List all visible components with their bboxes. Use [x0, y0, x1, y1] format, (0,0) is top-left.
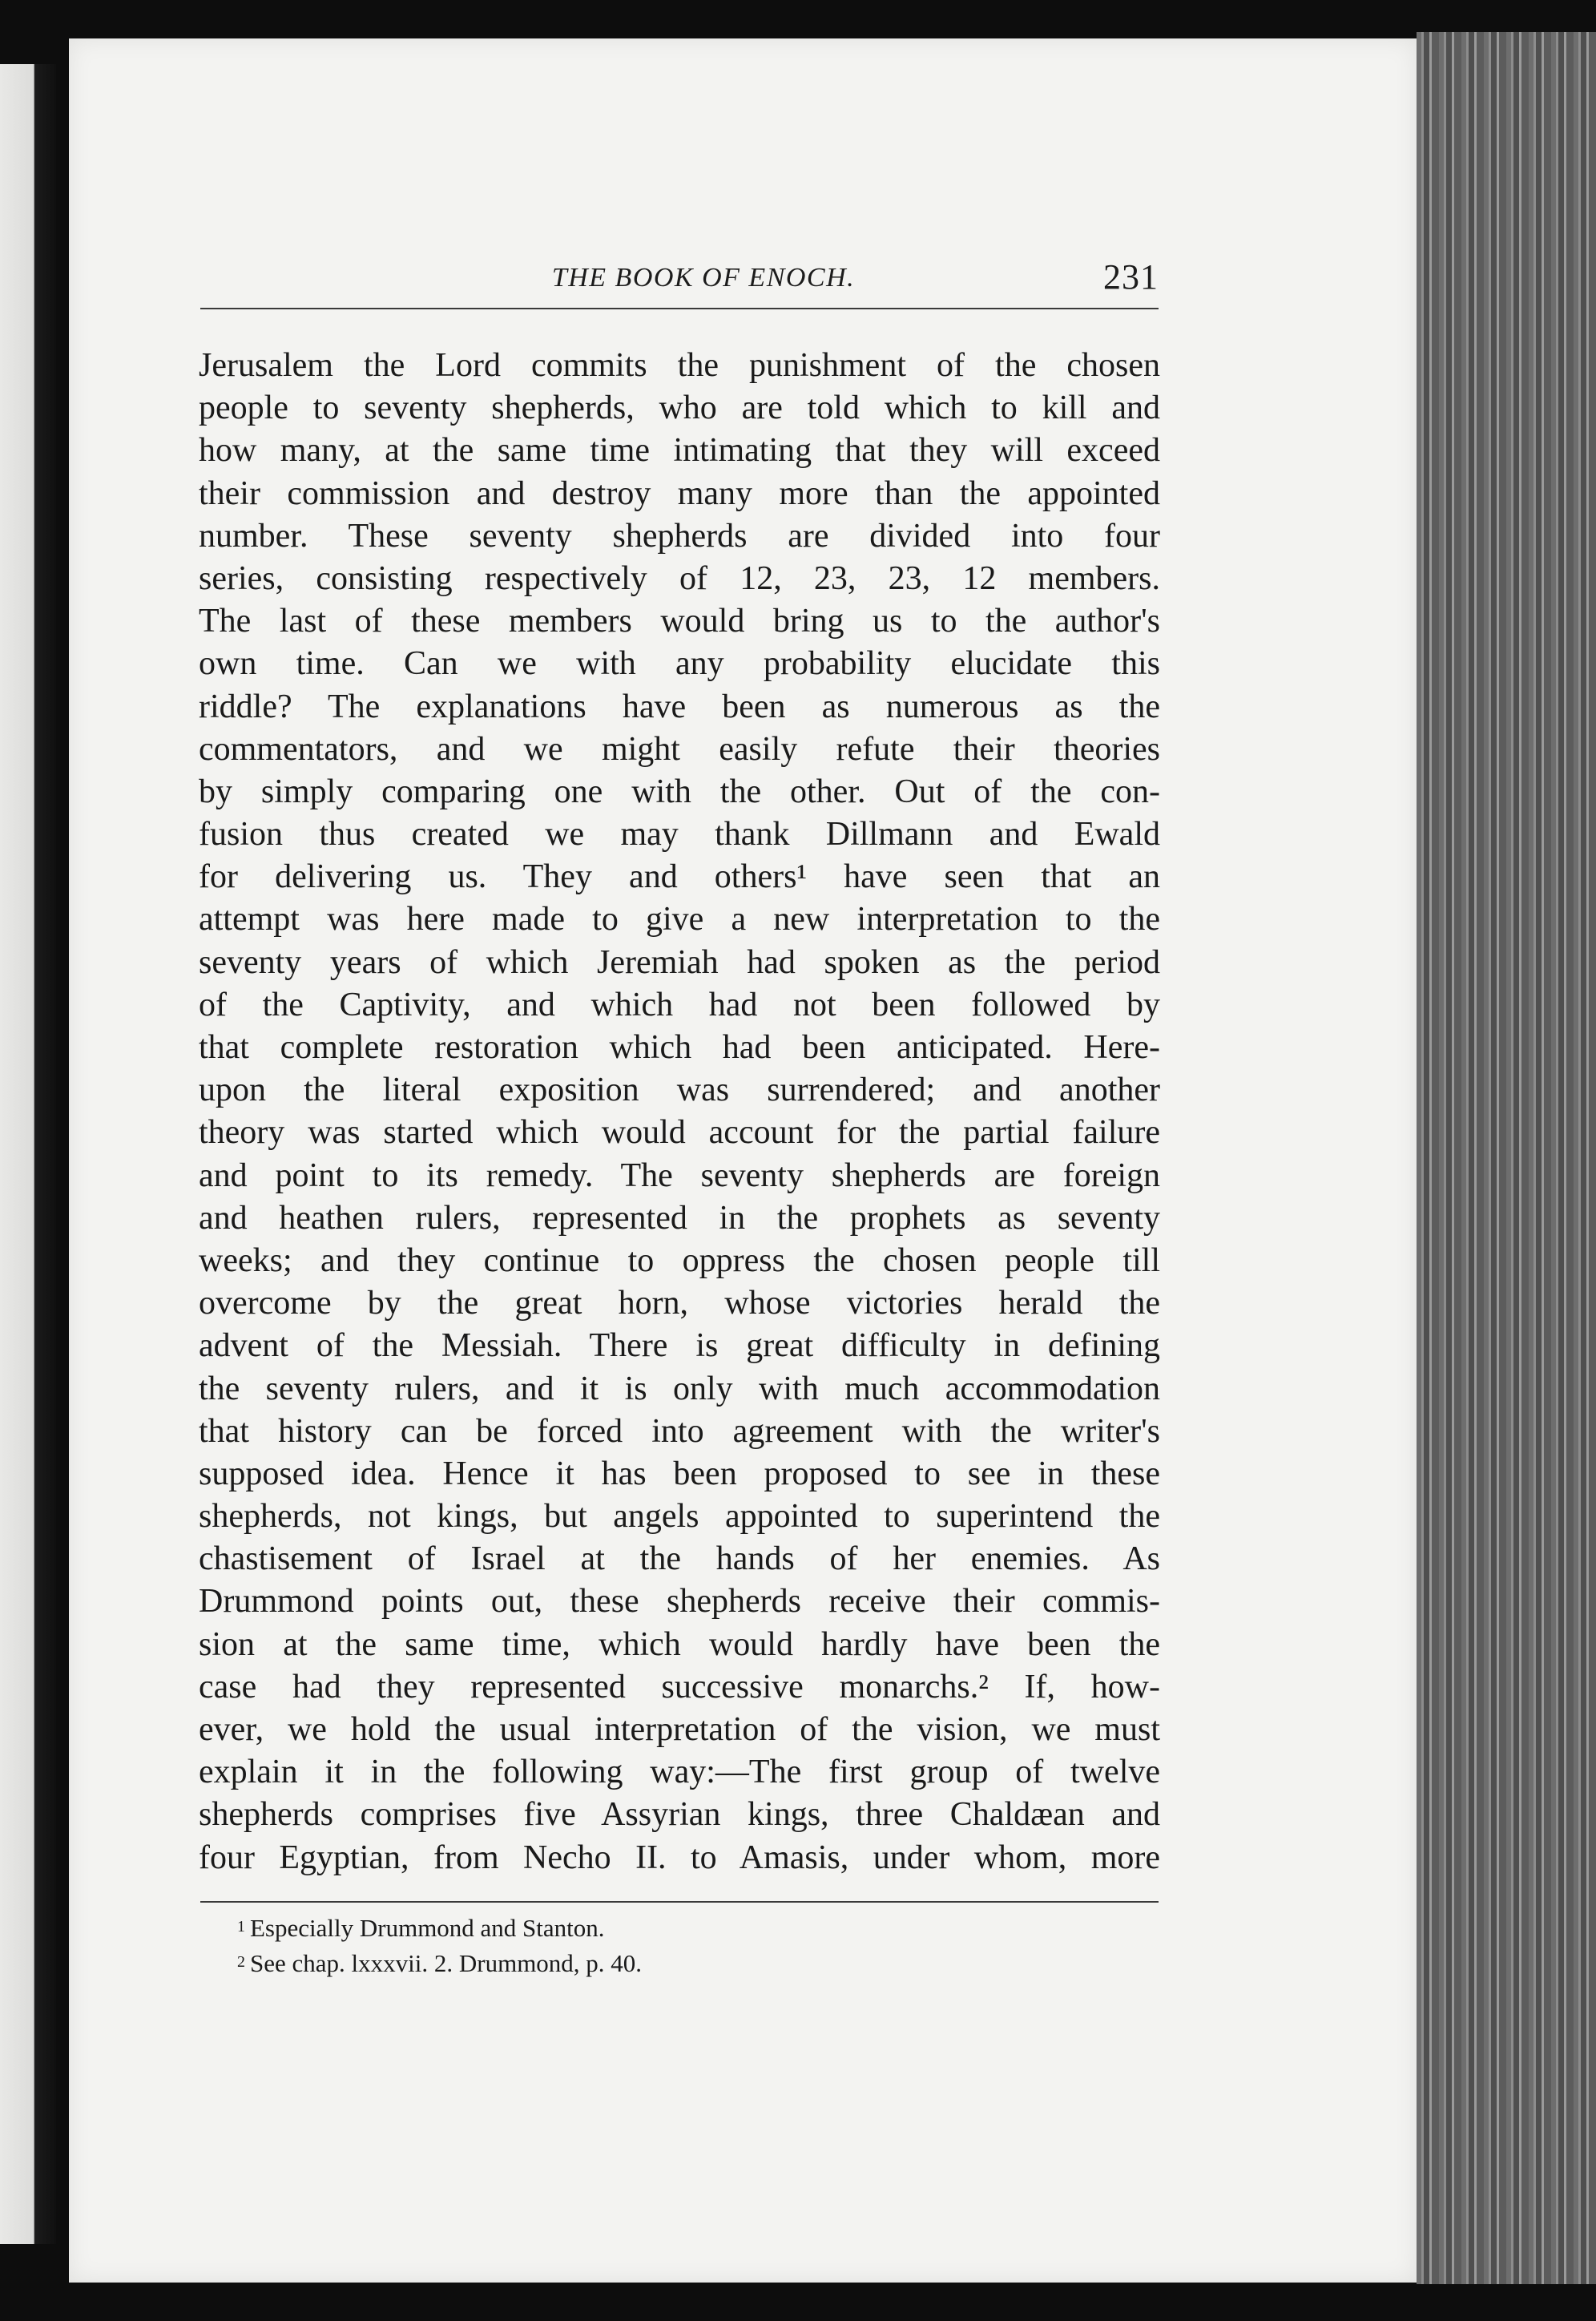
body-text	[199, 345, 1160, 1879]
facing-page-edge	[0, 64, 56, 2244]
footnote-mark: 2	[237, 1953, 245, 1971]
footnote-text: See chap. lxxxvii. 2. Drummond, p. 40.	[250, 1949, 643, 1977]
body-line: explain it in the following way:—The first group of twelve	[199, 1754, 1160, 1791]
header-rule	[200, 308, 1159, 309]
page-fore-edge	[1417, 32, 1596, 2284]
body-line: Drummond points out, these shepherds receive their commis-	[199, 1583, 1160, 1621]
body-line: Jerusalem the Lord commits the punishment of the chosen	[199, 347, 1160, 384]
body-line: for delivering us. They and others¹ have seen that an	[199, 858, 1160, 896]
body-line: series, consisting respectively of 12, 23, 23, 12 members.	[199, 559, 1160, 597]
body-line: own time. Can we with any probability elucidate this	[199, 645, 1160, 683]
body-line: overcome by the great horn, whose victories herald the	[199, 1285, 1160, 1322]
body-line: their commission and destroy many more than the appointed	[199, 474, 1160, 512]
body-line: riddle? The explanations have been as numerous as the	[199, 688, 1160, 725]
body-line: shepherds comprises five Assyrian kings, three Chaldæan and	[199, 1796, 1160, 1834]
body-line: chastisement of Israel at the hands of her enemies. As	[199, 1540, 1160, 1578]
footnote	[237, 1911, 642, 1946]
body-line: theory was started which would account for the partial failure	[199, 1114, 1160, 1152]
body-line: weeks; and they continue to oppress the chosen people till	[199, 1241, 1160, 1279]
body-line: case had they represented successive monarchs.² If, how-	[199, 1668, 1160, 1705]
body-line: shepherds, not kings, but angels appointed to superintend the	[199, 1498, 1160, 1536]
running-head	[200, 255, 1159, 311]
body-line: and heathen rulers, represented in the prophets as seventy	[199, 1199, 1160, 1237]
body-line: the seventy rulers, and it is only with much accommodation	[199, 1370, 1160, 1407]
body-line: upon the literal exposition was surrendered; and another	[199, 1072, 1160, 1109]
body-line: that complete restoration which had been anticipated. Here-	[199, 1029, 1160, 1066]
body-line: that history can be forced into agreement with the writer's	[199, 1412, 1160, 1450]
footnote-mark: 1	[237, 1918, 245, 1936]
body-line: attempt was here made to give a new interpretation to the	[199, 901, 1160, 938]
body-line: ever, we hold the usual interpretation of the vision, we must	[199, 1711, 1160, 1748]
running-title: THE BOOK OF ENOCH.	[551, 263, 856, 293]
body-line: sion at the same time, which would hardly have been the	[199, 1625, 1160, 1663]
footnote	[237, 1946, 642, 1981]
body-line: seventy years of which Jeremiah had spoken as the period	[199, 943, 1160, 981]
body-line: commentators, and we might easily refute their theories	[199, 730, 1160, 768]
footnote-rule	[200, 1901, 1159, 1903]
body-line: of the Captivity, and which had not been followed by	[199, 986, 1160, 1023]
body-line: The last of these members would bring us to the author's	[199, 603, 1160, 640]
body-line: four Egyptian, from Necho II. to Amasis, under whom, more	[199, 1839, 1160, 1876]
body-line: number. These seventy shepherds are divided into four	[199, 517, 1160, 555]
body-line: by simply comparing one with the other. Out of the con-	[199, 773, 1160, 810]
footnote-text: Especially Drummond and Stanton.	[250, 1914, 605, 1942]
body-line: advent of the Messiah. There is great difficulty in defining	[199, 1327, 1160, 1365]
body-line: and point to its remedy. The seventy shepherds are foreign	[199, 1156, 1160, 1194]
body-line: how many, at the same time intimating that they will exceed	[199, 432, 1160, 470]
footnotes	[237, 1911, 642, 1981]
body-line: supposed idea. Hence it has been proposed to see in these	[199, 1455, 1160, 1492]
body-line: people to seventy shepherds, who are told which to kill and	[199, 390, 1160, 427]
body-line: fusion thus created we may thank Dillmann and Ewald	[199, 816, 1160, 854]
page-number: 231	[1103, 257, 1159, 297]
